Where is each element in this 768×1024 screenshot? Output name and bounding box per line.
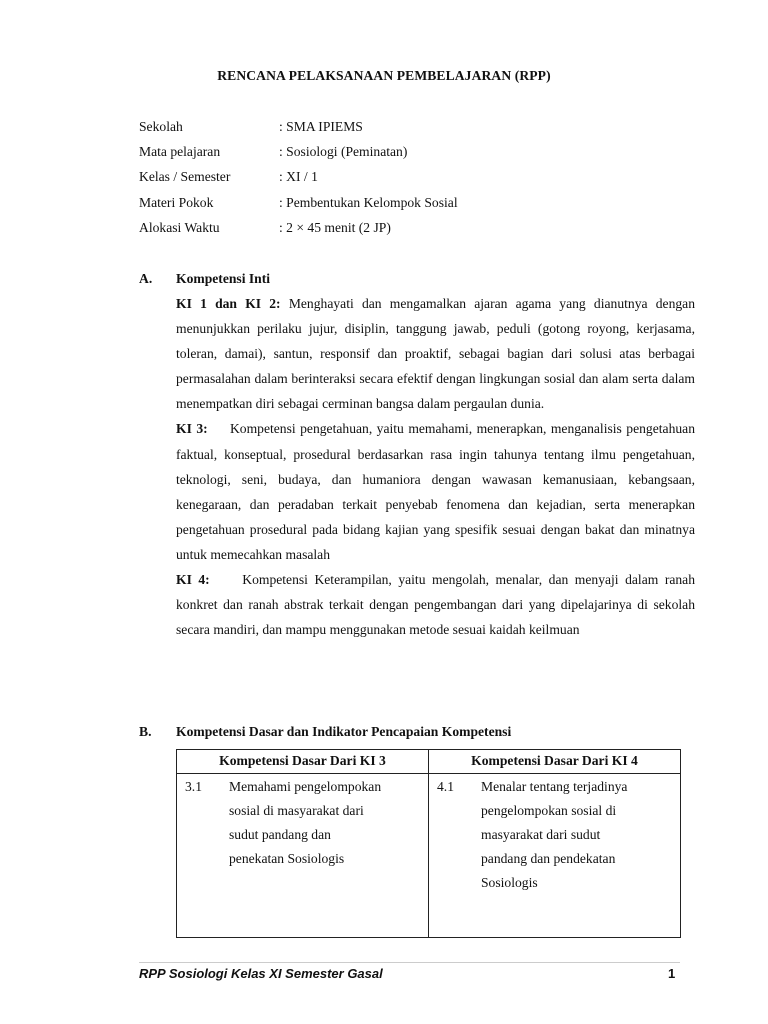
info-row-alokasi-waktu	[139, 220, 458, 245]
ki-3-paragraph	[176, 416, 695, 567]
ki-label: KI 4:	[176, 572, 210, 588]
info-label: Sekolah	[139, 119, 183, 134]
ki-text: Menghayati dan mengamalkan ajaran agama yang dianutnya dengan menunjukkan perilaku jujur, disiplin, tanggung jawab, peduli (gotong royong, kerjasama, toleran, damai), santun, responsif dan proaktif, sebagai bagian dari solusi atas berbagai permasalahan dalam berinteraksi secara efektif dengan lingkungan sosial dan alam serta dalam menempatkan diri sebagai cerminan bangsa dalam pergaulan dunia.	[176, 296, 696, 412]
info-label: Materi Pokok	[139, 194, 214, 210]
info-row-kelas-semester	[139, 169, 458, 194]
info-table	[139, 119, 458, 245]
ki-text: Kompetensi pengetahuan, yaitu memahami, menerapkan, menganalisis pengetahuan faktual, konseptual, prosedural berdasarkan rasa ingin tahunya tentang ilmu pengetahuan, teknologi, seni, budaya, dan humaniora dengan wawasan kemanusiaan, kebangsaan, kenegaraan, dan peradaban terkait penyebab fenomena dan kejadian, serta menerapkan pengetahuan prosedural pada bidang kajian yang spesifik sesuai dengan bakat dan minatnya untuk memecahkan masalah	[176, 421, 695, 562]
kd-line: masyarakat dari sudut	[481, 827, 601, 843]
kd-line: sosial di masyarakat dari	[229, 803, 364, 819]
ki-4-paragraph	[176, 567, 695, 642]
kd-line: Sosiologis	[481, 875, 538, 891]
kd-text	[223, 775, 428, 937]
kd-line: pandang dan pendekatan	[481, 851, 616, 867]
kd-line: Memahami pengelompokan	[229, 779, 382, 794]
footer-divider	[139, 962, 680, 963]
page-title: RENCANA PELAKSANAAN PEMBELAJARAN (RPP)	[217, 68, 551, 83]
page-number: 1	[668, 966, 676, 981]
column-header-ki3: Kompetensi Dasar Dari KI 3	[177, 750, 429, 773]
section-letter: A.	[139, 271, 153, 286]
info-value: : 2 × 45 menit (2 JP)	[279, 219, 391, 235]
ki-1-2-paragraph	[176, 291, 695, 416]
ki-block	[176, 291, 695, 642]
section-b-heading	[139, 724, 511, 740]
table-cell-kd-3-1	[177, 774, 429, 937]
kd-line: penekatan Sosiologis	[229, 851, 345, 867]
info-row-mata-pelajaran	[139, 144, 458, 169]
section-letter: B.	[139, 724, 152, 739]
section-title: Kompetensi Dasar dan Indikator Pencapaian Kompetensi	[176, 724, 512, 739]
info-label: Alokasi Waktu	[139, 219, 220, 235]
ki-text: Kompetensi Keterampilan, yaitu mengolah, menalar, dan menyaji dalam ranah konkret dan ranah abstrak terkait dengan pengembangan dari yang dipelajarinya di sekolah secara mandiri, dan mampu menggunakan metode sesuai kaidah keilmuan	[176, 572, 696, 638]
table-header-row	[177, 750, 680, 774]
ki-label: KI 3:	[176, 421, 208, 437]
ki-label: KI 1 dan KI 2:	[176, 296, 281, 311]
kd-number: 4.1	[437, 779, 454, 794]
kompetensi-dasar-table	[176, 749, 681, 938]
kd-text	[475, 775, 680, 937]
info-label: Mata pelajaran	[139, 144, 221, 160]
footer-text: RPP Sosiologi Kelas XI Semester Gasal	[139, 966, 383, 981]
info-value: : XI / 1	[279, 169, 318, 185]
kd-number: 3.1	[185, 779, 202, 794]
section-a-heading	[139, 271, 270, 287]
table-cell-kd-4-1	[429, 774, 680, 937]
info-row-materi-pokok	[139, 195, 458, 220]
column-header-ki4: Kompetensi Dasar Dari KI 4	[471, 753, 638, 768]
kd-line: Menalar tentang terjadinya	[481, 779, 628, 794]
info-value: : Sosiologi (Peminatan)	[279, 144, 408, 160]
section-title: Kompetensi Inti	[176, 271, 271, 286]
info-label: Kelas / Semester	[139, 169, 231, 185]
kd-line: pengelompokan sosial di	[481, 803, 617, 819]
kd-line: sudut pandang dan	[229, 827, 331, 843]
info-value: : SMA IPIEMS	[279, 119, 363, 134]
info-value: : Pembentukan Kelompok Sosial	[279, 194, 458, 210]
info-row-sekolah	[139, 119, 458, 144]
table-row	[177, 774, 680, 937]
